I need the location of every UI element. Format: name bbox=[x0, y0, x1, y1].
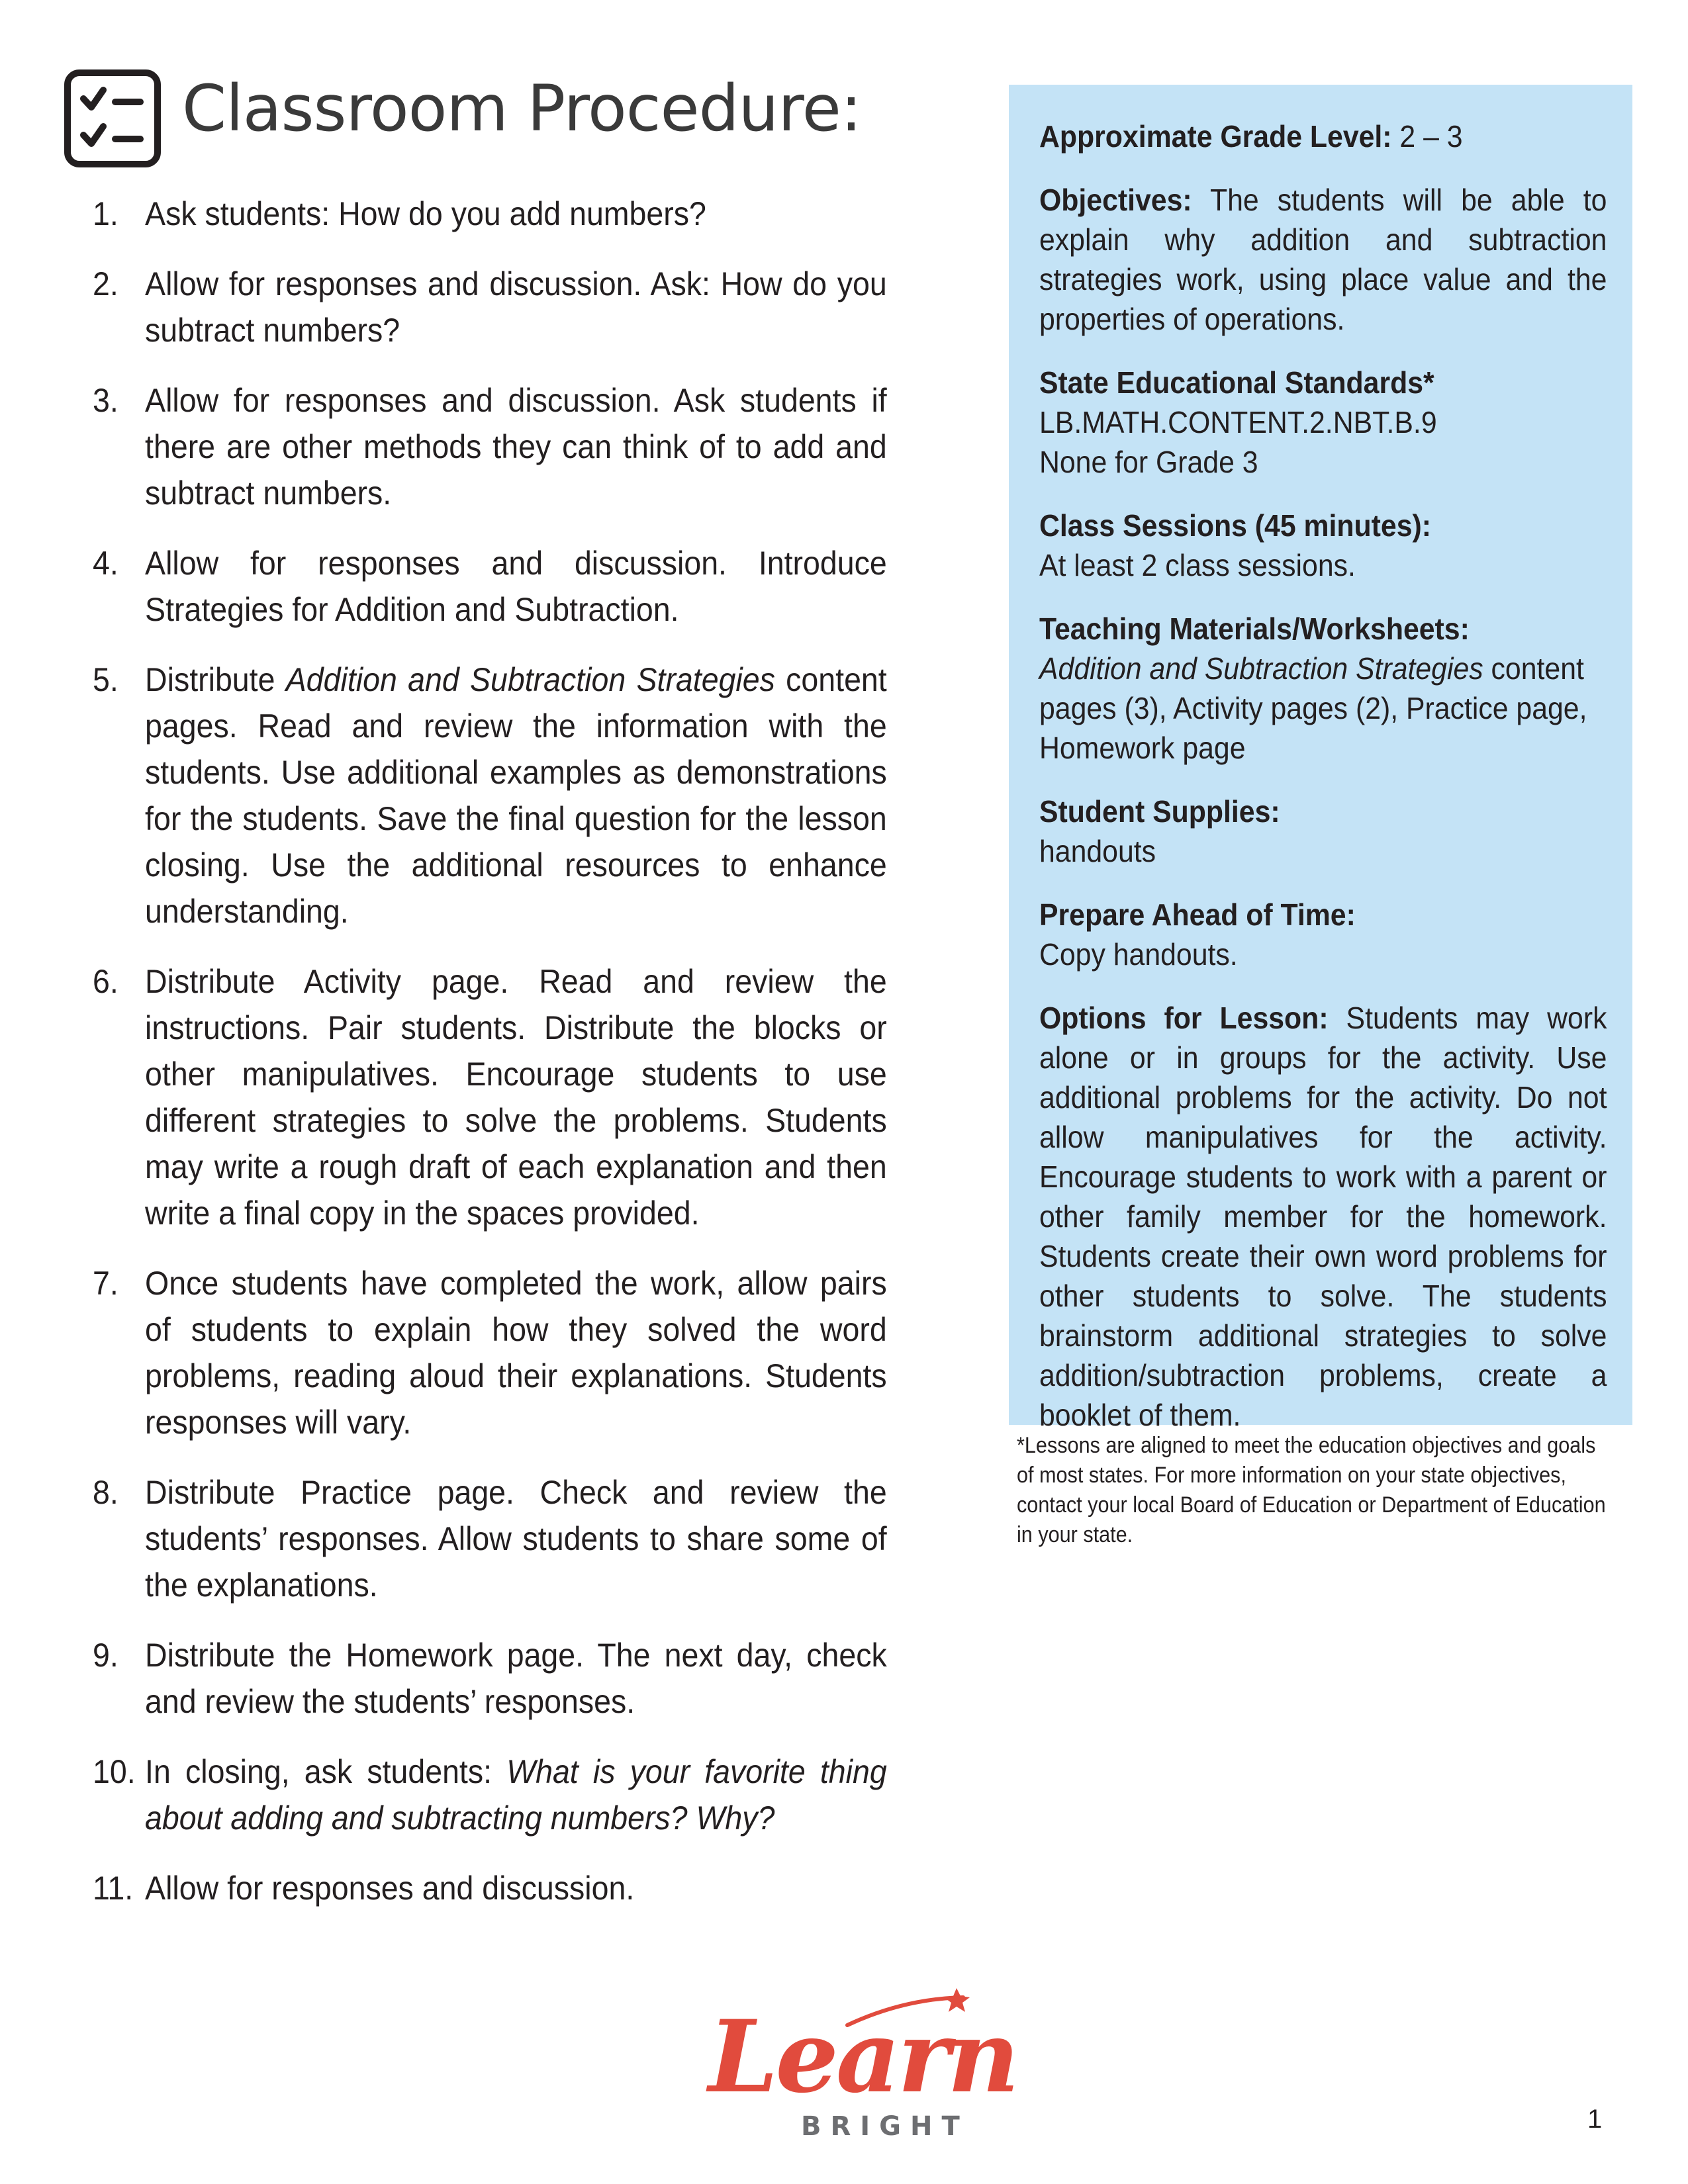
student-supplies: Student Supplies: handouts bbox=[1039, 794, 1280, 868]
learn-bright-logo bbox=[702, 1985, 1017, 2144]
procedure-list bbox=[93, 191, 887, 1935]
teaching-materials: Teaching Materials/Worksheets: Addition and Subtraction Strategies content pages (3), Activity pages (2), Practice page, Homework page bbox=[1039, 612, 1587, 765]
list-item: 5. Distribute Addition and Subtraction Strategies content pages. Read and review the information with the students. Use additional examples as demonstrations for the students. Save the final question for the lesson closing. Use the additional resources to enhance understanding. bbox=[93, 661, 887, 930]
list-item: 10. In closing, ask students: What is your favorite thing about adding and subtracting numbers? Why? bbox=[93, 1753, 887, 1837]
lesson-options: Options for Lesson: Students may work alone or in groups for the activity. Use additional problems for the activity. Do not allow manipulatives for the activity. Encourage students to work with a parent or other family member for the homework. Students create their own word problems for other students to solve. The students brainstorm additional strategies to solve addition/subtraction problems, create a booklet of them. bbox=[1039, 1001, 1607, 1432]
checklist-icon bbox=[64, 69, 162, 168]
standards-footnote: *Lessons are aligned to meet the education objectives and goals of most states. For more information on your state objectives, contact your local Board of Education or Department of Education in your state. bbox=[1017, 1433, 1606, 1547]
page-title: Classroom Procedure: bbox=[182, 71, 862, 146]
objectives: Objectives: The students will be able to explain why addition and subtraction strategies work, using place value and the properties of operations. bbox=[1039, 183, 1607, 336]
state-standards: State Educational Standards* LB.MATH.CONTENT.2.NBT.B.9 None for Grade 3 bbox=[1039, 365, 1437, 479]
list-item: 7. Once students have completed the work, allow pairs of students to explain how they solved the word problems, reading aloud their explanations. Students responses will vary. bbox=[93, 1265, 887, 1441]
lesson-info-panel bbox=[1009, 85, 1632, 1432]
list-item: 9. Distribute the Homework page. The next day, check and review the students’ responses. bbox=[93, 1637, 887, 1720]
list-item: 11. Allow for responses and discussion. bbox=[93, 1870, 635, 1907]
list-item: 1. Ask students: How do you add numbers? bbox=[93, 195, 706, 232]
list-item: 4. Allow for responses and discussion. Introduce Strategies for Addition and Subtraction. bbox=[93, 545, 887, 628]
list-item: 6. Distribute Activity page. Read and review the instructions. Pair students. Distribute the blocks or other manipulatives. Encourage students to use different strategies to solve the problems. Students may write a rough draft of each explanation and then write a final copy in the spaces provided. bbox=[93, 963, 887, 1232]
prepare-ahead: Prepare Ahead of Time: Copy handouts. bbox=[1039, 897, 1356, 972]
class-sessions: Class Sessions (45 minutes): At least 2 class sessions. bbox=[1039, 508, 1432, 582]
list-item: 2. Allow for responses and discussion. Ask: How do you subtract numbers? bbox=[93, 265, 887, 349]
logo-wordmark: Learn bbox=[708, 1999, 1017, 2115]
grade-level: Approximate Grade Level: 2 – 3 bbox=[1039, 119, 1463, 154]
list-item: 8. Distribute Practice page. Check and review the students’ responses. Allow students to share some of the explanations. bbox=[93, 1474, 887, 1604]
list-item: 3. Allow for responses and discussion. Ask students if there are other methods they can think of to add and subtract numbers. bbox=[93, 382, 887, 512]
logo-subtitle: BRIGHT bbox=[801, 2111, 969, 2142]
page-number: 1 bbox=[1587, 2105, 1603, 2134]
